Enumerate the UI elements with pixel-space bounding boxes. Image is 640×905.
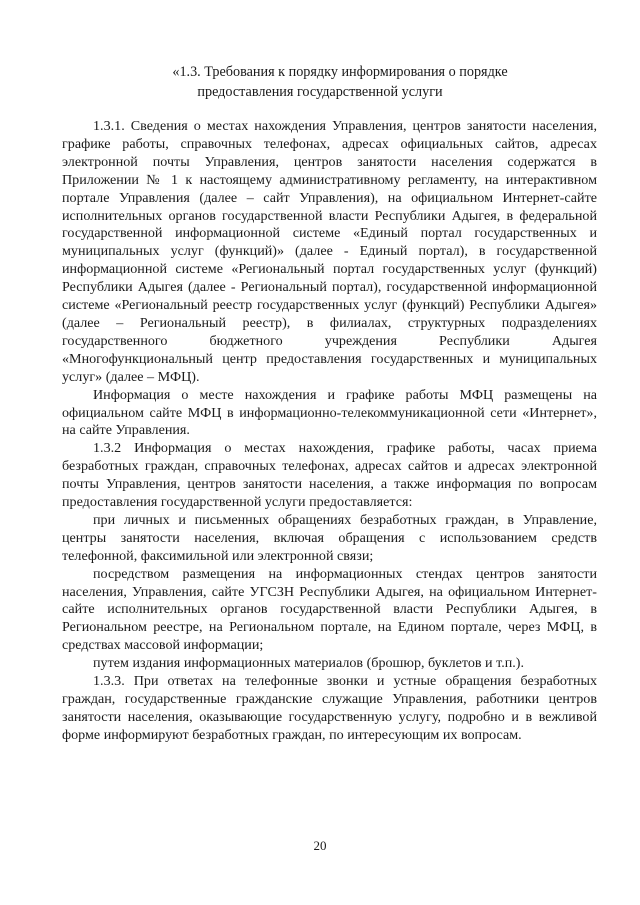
section-heading-line-2: предоставления государственной услуги xyxy=(197,84,443,100)
paragraph-personal-requests: при личных и письменных обращениях безработных граждан, в Управление, центры занятости населения, включая обращения с использованием средств телефонной, факсимильной или электронной связи; xyxy=(62,511,597,564)
paragraph-info-stands: посредством размещения на информационных стендах центров занятости населения, Управления, сайте УГСЗН Республики Адыгея, на официальном Интернет-сайте исполнительных органов государственной власти Республики Адыгея, в Региональном реестре, на Региональном портале, на Едином портале, через МФЦ, в средствах массовой информации; xyxy=(62,565,597,654)
section-heading-line-1: «1.3. Требования к порядку информирования о порядке xyxy=(172,64,508,80)
document-body xyxy=(62,118,597,745)
paragraph-1-3-3: 1.3.3. При ответах на телефонные звонки и устные обращения безработных граждан, государственные гражданские служащие Управления, работники центров занятости населения, оказывающие государственную услугу, подробно и в вежливой форме информируют безработных граждан, по интересующим их вопросам. xyxy=(62,673,597,743)
page-number: 20 xyxy=(313,838,327,853)
paragraph-1-3-1: 1.3.1. Сведения о местах нахождения Управления, центров занятости населения, графике работы, справочных телефонах, адресах официальных сайтов, адресах электронной почты Управления, центров занятости населения содержатся в Приложении № 1 к настоящему административному регламенту, на интерактивном портале Управления (далее – сайт Управления), на официальном Интернет-сайте исполнительных органов государственной власти Республики Адыгея, в федеральной государственной информационной системе «Единый портал государственных и муниципальных услуг (функций)» (далее - Единый портал), в государственной информационной системе «Региональный портал государственных услуг (функций) Республики Адыгея (далее - Региональный портал), государственной информационной системе «Региональный реестр государственных услуг (функций) Республики Адыгея» (далее – Региональный реестр), в филиалах, структурных подразделениях государственного бюджетного учреждения Республики Адыгея «Многофункциональный центр предоставления государственных и муниципальных услуг» (далее – МФЦ). xyxy=(62,118,597,385)
section-heading xyxy=(60,62,580,102)
paragraph-info-materials: путем издания информационных материалов (брошюр, буклетов и т.п.). xyxy=(93,655,525,672)
paragraph-1-3-2: 1.3.2 Информация о местах нахождения, графике работы, часах приема безработных граждан, справочных телефонах, адресах сайтов и адресах электронной почты Управления, центров занятости населения, а также информация по вопросам предоставления государственной услуги предоставляется: xyxy=(62,440,597,511)
paragraph-mfc-info: Информация о месте нахождения и графике работы МФЦ размещены на официальном сайте МФЦ в информационно-телекоммуникационной сети «Интернет», на сайте Управления. xyxy=(62,386,597,439)
